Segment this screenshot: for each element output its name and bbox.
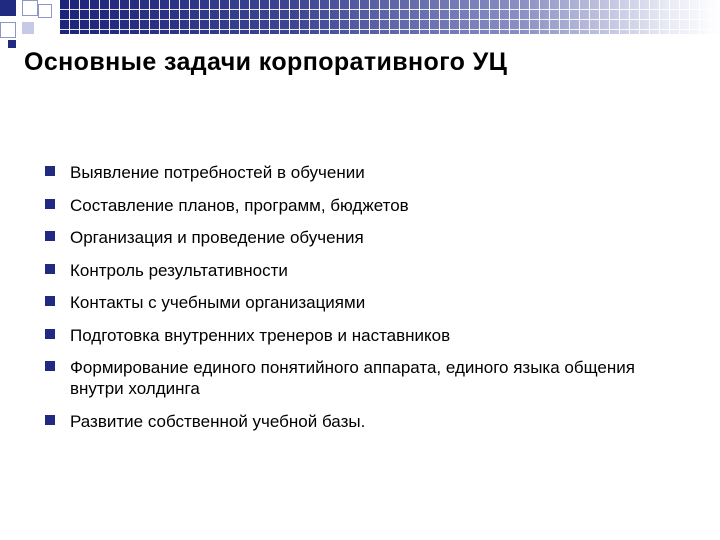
bullet-list [44, 162, 664, 443]
bullet-text: Развитие собственной учебной базы. [70, 411, 366, 431]
decorative-square [22, 0, 38, 16]
bullet-item [44, 162, 664, 183]
bullet-item [44, 195, 664, 216]
bullet-text: Контакты с учебными организациями [70, 293, 366, 312]
decorative-square [8, 40, 16, 48]
decorative-square [38, 4, 52, 18]
bullet-text: Формирование единого понятийного аппарата, единого языка общения внутри холдинга [70, 358, 635, 398]
slide-title: Основные задачи корпоративного УЦ [24, 48, 508, 76]
bullet-item [44, 411, 664, 432]
square-bullet-icon [45, 415, 55, 425]
bullet-text: Организация и проведение обучения [70, 228, 364, 247]
square-bullet-icon [45, 296, 55, 306]
bullet-item [44, 325, 664, 346]
square-bullet-icon [45, 264, 55, 274]
square-bullet-icon [45, 199, 55, 209]
bullet-text: Составление планов, программ, бюджетов [70, 195, 409, 215]
square-bullet-icon [45, 166, 55, 176]
bullet-item [44, 292, 664, 313]
bullet-item [44, 260, 664, 281]
square-bullet-icon [45, 231, 55, 241]
decorative-top-bar [60, 0, 720, 34]
decorative-grid-overlay [60, 0, 720, 34]
decorative-square [0, 0, 16, 16]
square-bullet-icon [45, 361, 55, 371]
bullet-item [44, 227, 664, 248]
decorative-square [22, 22, 34, 34]
decorative-squares [0, 0, 60, 40]
bullet-text: Контроль результативности [70, 260, 288, 280]
bullet-text: Выявление потребностей в обучении [70, 163, 365, 182]
decorative-square [0, 22, 16, 38]
bullet-item [44, 357, 664, 399]
square-bullet-icon [45, 329, 55, 339]
bullet-text: Подготовка внутренних тренеров и наставников [70, 325, 451, 345]
